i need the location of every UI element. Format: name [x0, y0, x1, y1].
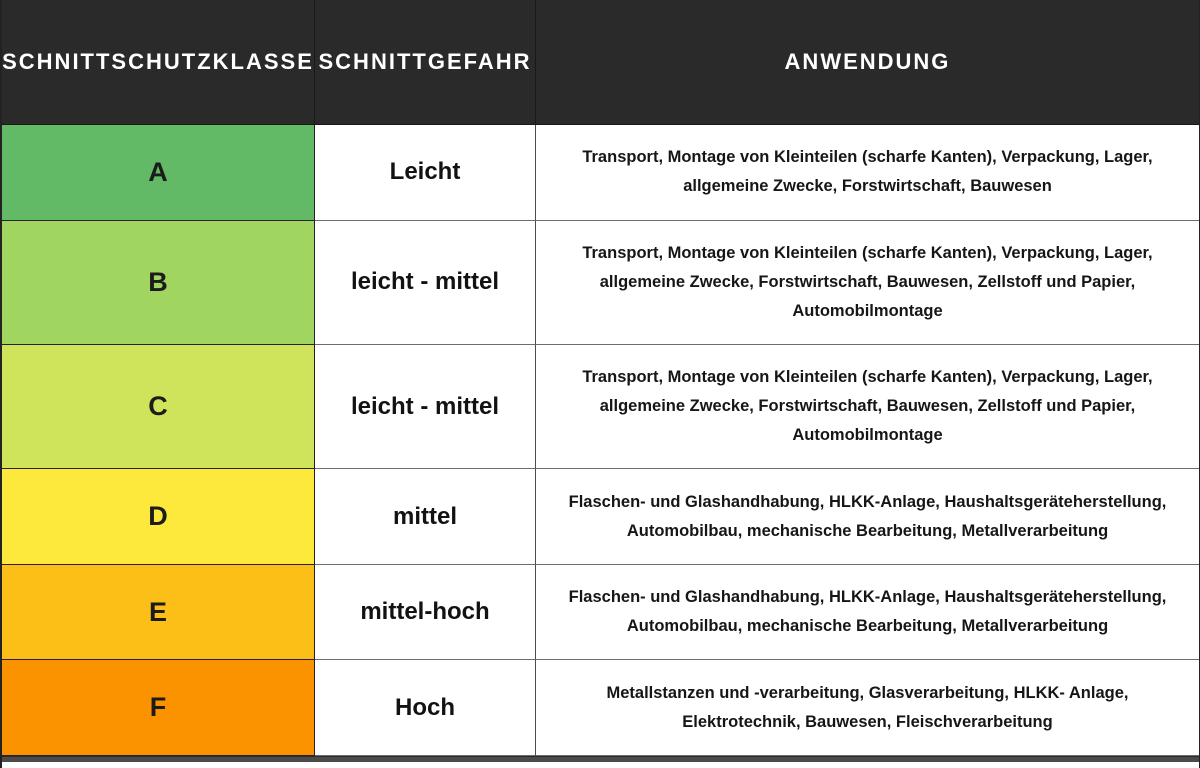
class-cell — [2, 660, 315, 756]
application-text: Transport, Montage von Kleinteilen (scharfe Kanten), Verpackung, Lager, allgemeine Zwecke, Forstwirtschaft, Bauwesen — [582, 148, 1153, 196]
class-cell — [2, 221, 315, 345]
danger-cell — [315, 221, 536, 345]
danger-label: mittel-hoch — [360, 598, 490, 626]
header-label-schnittschutzklasse: SCHNITTSCHUTZKLASSE — [2, 49, 314, 74]
application-cell — [536, 469, 1199, 565]
page-bottom-margin — [2, 762, 1199, 768]
application-text: Metallstanzen und -verarbeitung, Glasverarbeitung, HLKK- Anlage, Elektrotechnik, Bauwesen, Fleischverarbeitung — [606, 683, 1129, 731]
application-text: Flaschen- und Glashandhabung, HLKK-Anlage, Haushaltsgeräteherstellung, Automobilbau, mechanische Bearbeitung, Metallverarbeitung — [568, 588, 1167, 636]
class-cell — [2, 565, 315, 661]
danger-cell — [315, 125, 536, 221]
class-label: E — [148, 596, 167, 627]
header-cell-schnittgefahr — [315, 0, 536, 125]
danger-label: Hoch — [395, 693, 455, 721]
danger-label: leicht - mittel — [350, 268, 500, 296]
header-cell-schnittschutzklasse — [2, 0, 315, 125]
danger-cell — [315, 469, 536, 565]
application-text: Transport, Montage von Kleinteilen (scharfe Kanten), Verpackung, Lager, allgemeine Zwecke, Forstwirtschaft, Bauwesen, Zellstoff und Papier, Automobilmontage — [582, 243, 1153, 320]
table-row — [2, 345, 1199, 469]
class-cell — [2, 125, 315, 221]
application-cell — [536, 565, 1199, 661]
danger-label: mittel — [392, 502, 457, 530]
class-label: C — [148, 391, 168, 422]
application-cell — [536, 660, 1199, 756]
class-cell — [2, 469, 315, 565]
application-cell — [536, 345, 1199, 469]
table-row — [2, 125, 1199, 221]
application-cell — [536, 221, 1199, 345]
danger-label: leicht - mittel — [350, 392, 500, 420]
table-header-row — [2, 0, 1199, 125]
application-cell — [536, 125, 1199, 221]
table-row — [2, 660, 1199, 756]
table-row — [2, 221, 1199, 345]
danger-label: Leicht — [389, 158, 461, 186]
danger-cell — [315, 345, 536, 469]
class-label: F — [149, 692, 167, 723]
header-label-anwendung: ANWENDUNG — [784, 49, 951, 74]
table-row — [2, 469, 1199, 565]
table-row — [2, 565, 1199, 661]
class-label: D — [148, 501, 168, 532]
header-label-schnittgefahr: SCHNITTGEFAHR — [318, 49, 532, 74]
application-text: Flaschen- und Glashandhabung, HLKK-Anlage, Haushaltsgeräteherstellung, Automobilbau, mechanische Bearbeitung, Metallverarbeitung — [568, 492, 1167, 540]
application-text: Transport, Montage von Kleinteilen (scharfe Kanten), Verpackung, Lager, allgemeine Zwecke, Forstwirtschaft, Bauwesen, Zellstoff und Papier, Automobilmontage — [582, 368, 1153, 445]
danger-cell — [315, 565, 536, 661]
danger-cell — [315, 660, 536, 756]
class-cell — [2, 345, 315, 469]
class-label: A — [148, 156, 168, 187]
class-label: B — [148, 266, 168, 297]
header-cell-anwendung — [536, 0, 1199, 125]
